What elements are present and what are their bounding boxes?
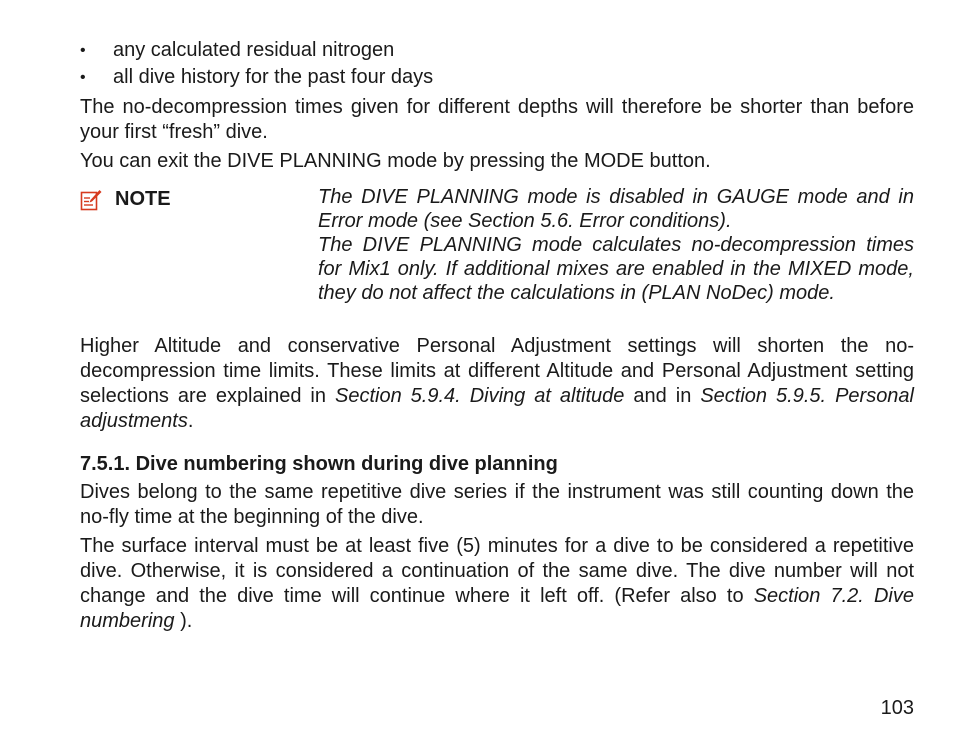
list-item bbox=[80, 37, 914, 64]
page-number: 103 bbox=[880, 697, 914, 719]
list-item bbox=[80, 64, 914, 91]
paragraph-exit-planning: You can exit the DIVE PLANNING mode by pressing the MODE button. bbox=[80, 150, 711, 172]
bullet-dot: • bbox=[80, 42, 86, 59]
bullet-dot: • bbox=[80, 69, 86, 86]
text-run: ). bbox=[174, 610, 193, 632]
paragraph-surface-interval bbox=[80, 534, 914, 634]
text-run: Higher Altitude and conservative Personal Adjustment settings will shorten the no-decompression time limits. These limits at different Altitude and Personal Adjustment setting selections are explained in bbox=[80, 335, 914, 407]
note-label bbox=[80, 187, 171, 212]
section-heading: 7.5.1. Dive numbering shown during dive planning bbox=[80, 453, 558, 475]
note-body bbox=[318, 185, 914, 305]
note-text-2: The DIVE PLANNING mode calculates no-decompression times for Mix1 only. If additional mixes are enabled in the MIXED mode, they do not affect the calculations in (PLAN NoDec) mode. bbox=[318, 234, 914, 304]
section-reference-personal: Section 5.9.5. Personal adjustments bbox=[80, 385, 915, 432]
paragraph-altitude-settings bbox=[80, 334, 914, 434]
bullet-text: all dive history for the past four days bbox=[113, 66, 434, 88]
paragraph-no-deco-times: The no-decompression times given for different depths will therefore be shorter than before your first “fresh” dive. bbox=[80, 96, 914, 143]
bullet-list bbox=[80, 37, 914, 91]
paragraph-repetitive-series: Dives belong to the same repetitive dive series if the instrument was still counting down the no-fly time at the beginning of the dive. bbox=[80, 481, 914, 528]
text-run: The surface interval must be at least five (5) minutes for a dive to be considered a repetitive dive. Otherwise, it is considered a continuation of the same dive. The dive number will not change and the dive time will continue where it left off. (Refer also to bbox=[80, 535, 914, 607]
section-reference-dive-numbering: Section 7.2. Dive numbering bbox=[80, 585, 914, 632]
note-box bbox=[80, 187, 914, 333]
note-title: NOTE bbox=[115, 188, 171, 210]
note-pencil-icon bbox=[80, 189, 102, 211]
bullet-text: any calculated residual nitrogen bbox=[113, 39, 395, 61]
text-run: . bbox=[187, 410, 194, 432]
text-run: and in bbox=[624, 385, 701, 407]
manual-page bbox=[80, 37, 914, 634]
note-text-1: The DIVE PLANNING mode is disabled in GAUGE mode and in Error mode (see Section 5.6. Error conditions). bbox=[318, 186, 914, 232]
section-reference-altitude: Section 5.9.4. Diving at altitude bbox=[334, 385, 625, 407]
